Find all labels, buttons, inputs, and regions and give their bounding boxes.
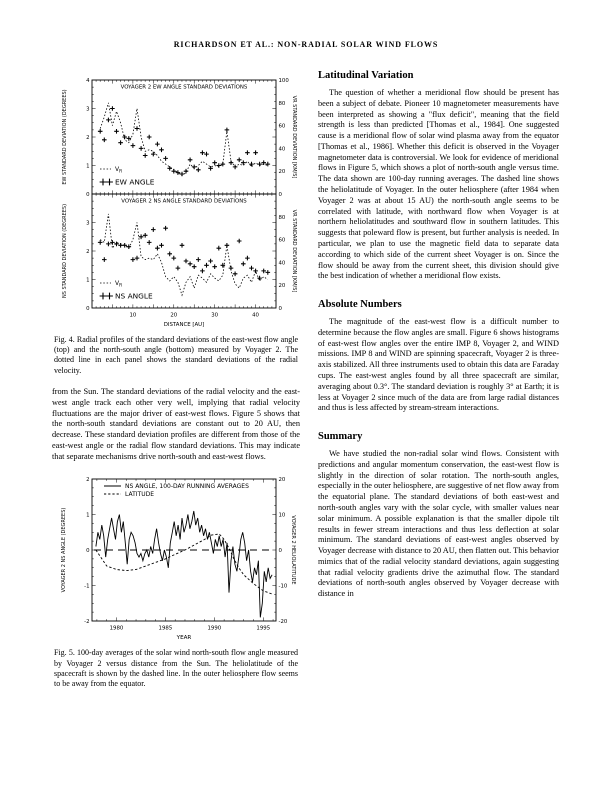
svg-text:10: 10 [278,512,286,519]
svg-text:2: 2 [86,477,90,484]
svg-text:NS STANDARD DEVIATION (DEGREES: NS STANDARD DEVIATION (DEGREES) [62,203,68,299]
svg-text:NS ANGLE, 100-DAY RUNNING AVER: NS ANGLE, 100-DAY RUNNING AVERAGES [125,483,249,491]
svg-text:VOYAGER 2 NS ANGLE STANDARD DE: VOYAGER 2 NS ANGLE STANDARD DEVIATIONS [121,198,247,205]
svg-text:1: 1 [86,512,90,519]
svg-text:EW ANGLE: EW ANGLE [115,177,155,187]
svg-text:30: 30 [211,312,219,319]
svg-text:80: 80 [278,100,286,107]
svg-text:100: 100 [278,78,289,84]
figure4-chart [52,70,302,330]
svg-text:1990: 1990 [207,625,222,632]
svg-text:2: 2 [86,135,90,141]
svg-text:3: 3 [86,220,90,227]
figure5-caption: Fig. 5. 100-day averages of the solar wind north-south flow angle measured by Voyager 2 versus distance from the Sun. The heliolatitude of the spacecraft is shown by the dashed line. In the outer heliosphere flow seems to be away from the equator. [54,648,298,689]
section-body-summary: We have studied the non-radial solar wind flows. Consistent with predictions and angular momentum conservation, the east-west flow is slightly in the direction of solar rotation. The north-south angles, especially in the outer heliosphere, are suggestive of net flow away from the equatorial plane. The standard deviations of both east-west and north-south angles vary with the solar cycle, with smaller values near solar minimum. A possible explanation is that the smaller dipole tilt results in fewer stream interactions and thus less deflection at solar minimum. The standard deviations of east-west angles observed by Voyager decrease with distance to 20 AU, then flatten out. This behavior mimics that of the radial velocity standard deviations, again suggesting that radial velocity gradients drive the azimuthal flow. The standard deviations of north-south angles observed by Voyager decrease with distance in [318,449,559,599]
svg-text:1980: 1980 [109,625,124,632]
svg-text:1: 1 [86,163,90,170]
svg-text:4: 4 [86,78,90,84]
svg-text:1: 1 [86,277,90,284]
svg-text:NS ANGLE: NS ANGLE [115,291,153,301]
section-heading-absolute-numbers: Absolute Numbers [318,299,402,311]
svg-text:VOYAGER 2 EW ANGLE STANDARD DE: VOYAGER 2 EW ANGLE STANDARD DEVIATIONS [120,84,248,91]
svg-text:2: 2 [86,249,90,255]
svg-text:1995: 1995 [256,625,271,632]
figure5 [52,471,300,689]
svg-text:0: 0 [86,192,90,198]
section-body-latitudinal-variation: The question of whether a meridional flow should be present has been a subject of debate. Pioneer 10 magnetometer measurements have been interpreted as showing a "flux deficit", meaning that the field strength is less than predicted [Thomas et al., 1984]. One suggested cause is a meridional flow of solar wind plasma away from the equator [Thomas et al., 1986]. Whether this deficit is observed in the Voyager magnetometer data is controversial. We look for evidence of meridional flows in Figure 5, which shows a plot of north-south angle versus time. The data shown are 100-day running averages. The dashed line shows the heliolatitude of Voyager. In the outer heliosphere (after 1984 when Voyager 2 was at about 15 AU) the north-south angle seems to be correlated with latitude, with northward flow when Voyager is at northern heliolatitudes and southward flow in southern latitudes. This suggests that poleward flow is present, but further analysis is needed. In particular, we plan to use the magnetic field data to separate data according to which side of the current sheet Voyager is on. Since the flow should be away from the current sheet, this division should give the best indication of whether a meridional flow exists. [318,88,559,281]
body-paragraph-left: from the Sun. The standard deviations of the radial velocity and the east-west angle track each other very well, implying that radial velocity fluctuations are the major driver of east-west flows. Figure 5 shows that the north-south standard deviations are constant out to 20 AU, then decrease. These standard deviation profiles are different from those of the east-west angle or the radial flow standard deviations. This may indicate that separate mechanisms drive north-south and east-west flows. [52,386,300,461]
svg-text:VR: $V_R$ [115,166,123,175]
svg-text:0: 0 [86,548,90,555]
svg-text:20: 20 [278,477,286,484]
svg-text:40: 40 [278,146,286,153]
svg-text:VR STANDARD DEVIATION [KM/S]: VR STANDARD DEVIATION [KM/S] [291,95,297,179]
section-heading-latitudinal-variation: Latitudinal Variation [318,70,414,81]
svg-text:40: 40 [252,312,259,319]
figure4 [52,70,300,376]
svg-text:-20: -20 [278,619,288,626]
section-heading-summary: Summary [318,431,363,443]
svg-text:0: 0 [278,306,282,312]
svg-text:0: 0 [278,548,282,555]
svg-text:20: 20 [170,312,178,319]
svg-text:10: 10 [129,312,137,319]
svg-text:20: 20 [278,169,286,176]
svg-text:20: 20 [278,283,286,290]
svg-text:0: 0 [278,192,282,198]
svg-text:LATITUDE: LATITUDE [125,491,155,499]
right-column [318,70,559,609]
svg-text:60: 60 [278,123,286,130]
svg-text:EW STANDARD DEVIATION (DEGREES: EW STANDARD DEVIATION (DEGREES) [62,89,68,185]
svg-text:40: 40 [278,260,286,267]
svg-text:-1: -1 [84,583,90,590]
svg-text:VOYAGER 2 NS ANGLE (DEGREES): VOYAGER 2 NS ANGLE (DEGREES) [61,508,67,593]
svg-text:3: 3 [86,106,90,113]
svg-text:60: 60 [278,237,286,244]
figure4-caption: Fig. 4. Radial profiles of the standard deviations of the east-west flow angle (top) and the north-south angle (bottom) measured by Voyager 2. The dotted line in each panel shows the standard deviations of the radial velocity. [54,335,298,375]
svg-text:-2: -2 [84,619,90,626]
svg-text:VOYAGER 2 HELIOLATITUDE: VOYAGER 2 HELIOLATITUDE [290,515,296,585]
figure5-chart [52,471,302,643]
svg-text:VR STANDARD DEVIATION [KM/S]: VR STANDARD DEVIATION [KM/S] [291,209,297,293]
svg-text:80: 80 [278,214,286,221]
svg-text:0: 0 [86,306,90,312]
svg-text:YEAR: YEAR [176,635,192,642]
running-head: RICHARDSON ET AL.: NON-RADIAL SOLAR WIND FLOWS [173,40,439,49]
svg-text:1985: 1985 [158,625,173,632]
svg-text:DISTANCE [AU]: DISTANCE [AU] [163,322,205,328]
left-column [52,70,300,700]
svg-text:-10: -10 [278,583,288,590]
svg-text:VR: $V_R$ [115,280,123,289]
section-body-absolute-numbers: The magnitude of the east-west flow is a difficult number to determine because the flow angles are small. Figure 6 shows histograms of east-west flow angles over the entire IMP 8, Voyager 2, and WIND missions. IMP 8 and WIND are spinning spacecraft, Voyager 2 is three-axis stabilized. All three instruments used to obtain this data are Faraday cups. The east-west angles found by all three spacecraft are similar, averaging about 0.3°. The standard deviation is roughly 3° at Earth; it is less at Voyager 2 since much of the data are from large radial distances and thus is less affected by stream-stream interactions. [318,317,559,413]
